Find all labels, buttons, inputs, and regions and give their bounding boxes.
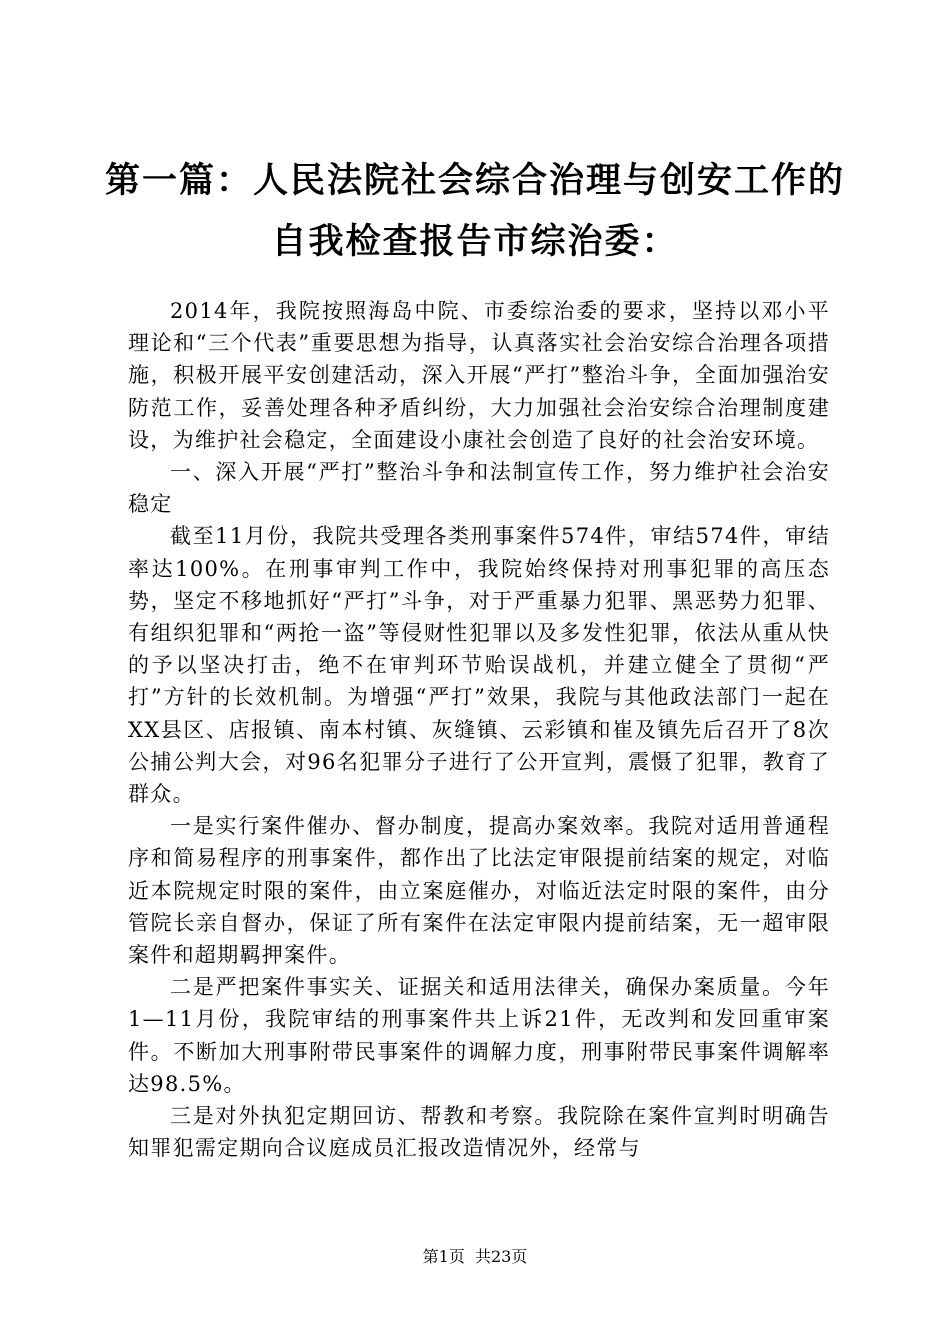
paragraph-point-1: 一是实行案件催办、督办制度，提高办案效率。我院对适用普通程序和简易程序的刑事案件，都作出了比法定审限提前结案的规定，对临近本院规定时限的案件，由立案庭催办，对临近法定时限的案件，由分管院长亲自督办，保证了所有案件在法定审限内提前结案，无一超审限案件和超期羁押案件。 xyxy=(128,814,830,968)
paragraph-statistics: 截至11月份，我院共受理各类刑事案件574件，审结574件，审结率达100%。在刑事审判工作中，我院始终保持对刑事犯罪的高压态势，坚定不移地抓好“严打”斗争，对于严重暴力犯罪、黑恶势力犯罪、有组织犯罪和“两抢一盗”等侵财性犯罪以及多发性犯罪，依法从重从快的予以坚决打击，绝不在审判环节贻误战机，并建立健全了贯彻“严打”方针的长效机制。为增强“严打”效果，我院与其他政法部门一起在XX县区、店报镇、南本村镇、灰缝镇、云彩镇和崔及镇先后召开了8次公捕公判大会，对96名犯罪分子进行了公开宣判，震慑了犯罪，教育了群众。 xyxy=(128,524,830,807)
document-title-line2: 自我检查报告市综治委： xyxy=(271,221,679,262)
paragraph-point-3: 三是对外执犯定期回访、帮教和考察。我院除在案件宣判时明确告知罪犯需定期向合议庭成员汇报改造情况外，经常与 xyxy=(128,1104,830,1161)
section-heading-1: 一、深入开展“严打”整治斗争和法制宣传工作，努力维护社会治安稳定 xyxy=(128,460,830,517)
page-footer xyxy=(0,1244,950,1267)
paragraph-intro: 2014年，我院按照海岛中院、市委综治委的要求，坚持以邓小平理论和“三个代表”重要思想为指导，认真落实社会治安综合治理各项措施，积极开展平安创建活动，深入开展“严打”整治斗争，全面加强治安防范工作，妥善处理各种矛盾纠纷，大力加强社会治安综合治理制度建设，为维护社会稳定，全面建设小康社会创造了良好的社会治安环境。 xyxy=(128,299,830,452)
page-number: 第1页 共23页 xyxy=(422,1247,528,1266)
document-body xyxy=(128,295,830,1164)
paragraph-point-2: 二是严把案件事实关、证据关和适用法律关，确保办案质量。今年1—11月份，我院审结的刑事案件共上诉21件，无改判和发回重审案件。不断加大刑事附带民事案件的调解力度，刑事附带民事案件调解率达98.5%。 xyxy=(128,975,830,1096)
document-title-line1: 第一篇：人民法院社会综合治理与创安工作的 xyxy=(104,160,845,201)
